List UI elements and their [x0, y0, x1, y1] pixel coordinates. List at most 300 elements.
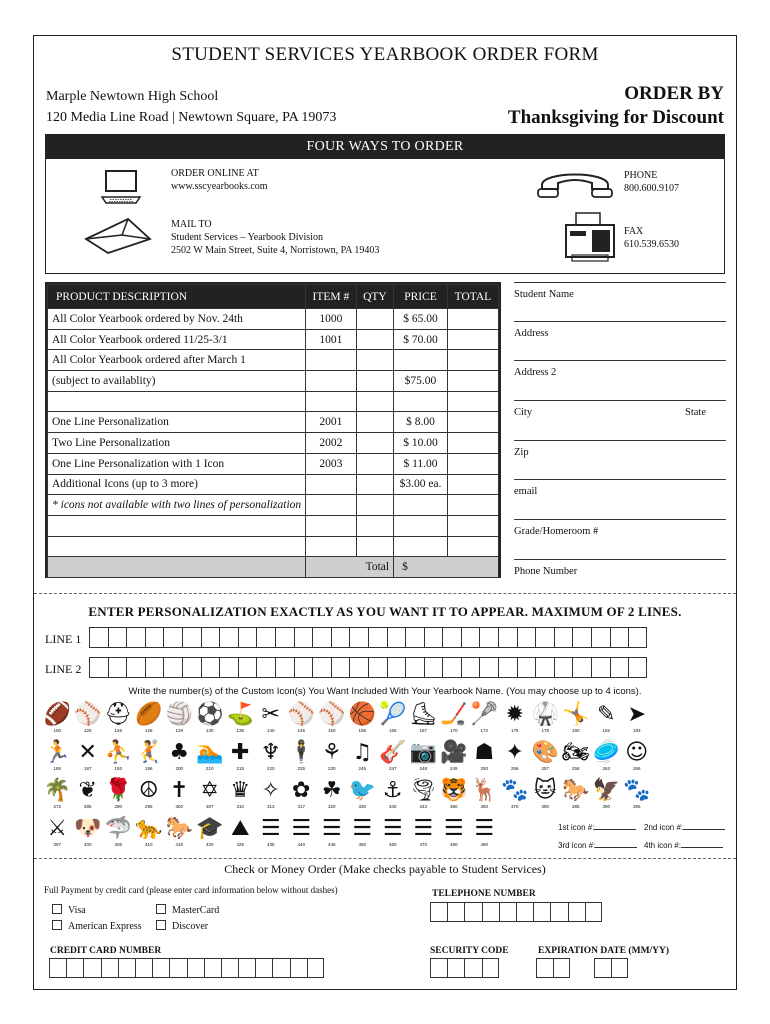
letter-box[interactable]	[349, 627, 368, 648]
custom-icon-option[interactable]	[42, 702, 73, 740]
custom-icon-option[interactable]	[164, 702, 195, 740]
custom-icon-option[interactable]	[439, 816, 470, 854]
letter-box[interactable]	[368, 627, 387, 648]
letter-box[interactable]	[442, 627, 461, 648]
custom-icon: 🏈	[43, 702, 71, 727]
digit-box[interactable]	[307, 958, 324, 978]
security-code-input[interactable]	[430, 958, 499, 978]
custom-icon-option[interactable]	[622, 778, 653, 816]
custom-icon-option[interactable]	[469, 778, 500, 816]
product-qty[interactable]	[356, 309, 393, 330]
product-qty[interactable]	[356, 329, 393, 350]
letter-box[interactable]	[331, 627, 350, 648]
custom-icon-option[interactable]	[500, 740, 531, 778]
custom-icon: ⛳	[226, 702, 254, 727]
product-price: $75.00	[394, 371, 448, 392]
line1-input[interactable]	[89, 627, 647, 648]
custom-icon-option[interactable]	[347, 816, 378, 854]
letter-box[interactable]	[517, 657, 536, 678]
icon-number: 172	[480, 728, 488, 733]
letter-box[interactable]	[610, 657, 629, 678]
custom-icon-option[interactable]	[103, 816, 134, 854]
custom-icon-option[interactable]	[591, 702, 622, 740]
custom-icon: ✡	[200, 778, 219, 803]
letter-box[interactable]	[219, 657, 238, 678]
product-total[interactable]	[447, 371, 498, 392]
letter-box[interactable]	[201, 657, 220, 678]
digit-box[interactable]	[238, 958, 255, 978]
order-by-line1: ORDER BY	[624, 83, 724, 104]
digit-box[interactable]	[594, 958, 611, 978]
custom-icon-option[interactable]	[439, 740, 470, 778]
letter-box[interactable]	[628, 627, 647, 648]
icon-number: 410	[144, 842, 153, 847]
product-row	[48, 495, 499, 516]
total-currency[interactable]: $	[394, 557, 499, 578]
product-qty[interactable]	[356, 371, 393, 392]
custom-icon-option[interactable]	[561, 740, 592, 778]
custom-icon-option[interactable]	[42, 740, 73, 778]
letter-box[interactable]	[498, 657, 517, 678]
letter-box[interactable]	[145, 627, 164, 648]
custom-icon-option[interactable]	[73, 740, 104, 778]
custom-icon-option[interactable]	[42, 816, 73, 854]
custom-icon-option[interactable]	[195, 778, 226, 816]
icon-number: 100	[53, 728, 61, 733]
product-total[interactable]	[447, 433, 498, 454]
custom-icon-option[interactable]	[439, 778, 470, 816]
digit-box[interactable]	[135, 958, 152, 978]
digit-box[interactable]	[482, 902, 499, 922]
digit-box[interactable]	[66, 958, 83, 978]
digit-box[interactable]	[272, 958, 289, 978]
custom-icon-option[interactable]	[317, 740, 348, 778]
letter-box[interactable]	[554, 657, 573, 678]
custom-icon-option[interactable]	[195, 816, 226, 854]
product-row	[48, 329, 499, 350]
letter-box[interactable]	[572, 627, 591, 648]
custom-icon-option[interactable]	[622, 740, 653, 778]
icon-number: 450	[358, 842, 366, 847]
custom-icon-option[interactable]	[317, 702, 348, 740]
custom-icon-option[interactable]	[256, 816, 287, 854]
icon-number: 187	[83, 766, 92, 771]
product-row	[48, 309, 499, 330]
custom-icon-option[interactable]	[378, 778, 409, 816]
custom-icon-option[interactable]	[408, 740, 439, 778]
product-total[interactable]	[447, 329, 498, 350]
letter-box[interactable]	[387, 657, 406, 678]
digit-box[interactable]	[464, 902, 481, 922]
letter-box[interactable]	[368, 657, 387, 678]
digit-box[interactable]	[568, 902, 585, 922]
letter-box[interactable]	[610, 627, 629, 648]
letter-box[interactable]	[145, 657, 164, 678]
product-description	[48, 515, 306, 536]
product-qty[interactable]	[356, 391, 393, 412]
custom-icon: ☰	[474, 816, 495, 841]
icon-number: 183	[632, 728, 641, 733]
custom-icon-option[interactable]	[286, 702, 317, 740]
letter-box[interactable]	[238, 657, 257, 678]
custom-icon-option[interactable]	[469, 816, 500, 854]
digit-box[interactable]	[533, 902, 550, 922]
letter-box[interactable]	[535, 627, 554, 648]
custom-icon-option[interactable]	[530, 702, 561, 740]
letter-box[interactable]	[108, 657, 127, 678]
four-ways-header: FOUR WAYS TO ORDER	[46, 135, 724, 159]
icon-number: 165	[388, 728, 397, 733]
custom-icon-option[interactable]	[317, 778, 348, 816]
custom-icon-option[interactable]	[500, 778, 531, 816]
telephone-input[interactable]	[430, 902, 602, 922]
custom-icon-option[interactable]	[225, 702, 256, 740]
digit-box[interactable]	[204, 958, 221, 978]
custom-icon-option[interactable]	[164, 778, 195, 816]
letter-box[interactable]	[256, 627, 275, 648]
product-total[interactable]	[447, 412, 498, 433]
icon-number: 256	[510, 766, 519, 771]
digit-box[interactable]	[585, 902, 602, 922]
icon-choice-3[interactable]	[558, 840, 637, 850]
school-name: Marple Newtown High School	[46, 89, 219, 104]
letter-box[interactable]	[591, 627, 610, 648]
letter-box[interactable]	[461, 627, 480, 648]
product-qty[interactable]	[356, 495, 393, 516]
custom-icon-option[interactable]	[347, 702, 378, 740]
custom-icon-option[interactable]	[134, 816, 165, 854]
icon-number: 420	[205, 842, 214, 847]
product-total[interactable]	[447, 391, 498, 412]
product-total[interactable]	[447, 474, 498, 495]
student-name-field[interactable]	[514, 282, 726, 322]
discover-option[interactable]	[156, 920, 208, 932]
digit-box[interactable]	[255, 958, 272, 978]
city-state-field[interactable]	[514, 401, 726, 441]
letter-box[interactable]	[163, 657, 182, 678]
order-by-notice	[508, 82, 724, 130]
amex-checkbox[interactable]	[52, 920, 62, 930]
custom-icon-option[interactable]	[439, 702, 470, 740]
digit-box[interactable]	[516, 902, 533, 922]
product-item-number: 2002	[306, 433, 357, 454]
letter-box[interactable]	[126, 657, 145, 678]
letter-box[interactable]	[126, 627, 145, 648]
letter-box[interactable]	[424, 657, 443, 678]
digit-box[interactable]	[221, 958, 238, 978]
custom-icon-option[interactable]	[225, 740, 256, 778]
product-qty[interactable]	[356, 515, 393, 536]
mail-line1: Student Services – Yearbook Division	[171, 232, 323, 243]
product-qty[interactable]	[356, 474, 393, 495]
custom-icon-option[interactable]	[317, 816, 348, 854]
digit-box[interactable]	[169, 958, 186, 978]
custom-icon-option[interactable]	[164, 816, 195, 854]
custom-icon: 🐾	[501, 778, 529, 803]
letter-box[interactable]	[275, 627, 294, 648]
letter-box[interactable]	[219, 627, 238, 648]
letter-box[interactable]	[349, 657, 368, 678]
custom-icon: 🐦	[348, 778, 376, 803]
custom-icon-option[interactable]	[286, 816, 317, 854]
school-info	[46, 86, 336, 128]
digit-box[interactable]	[187, 958, 204, 978]
custom-icon-option[interactable]	[103, 778, 134, 816]
product-total[interactable]	[447, 309, 498, 330]
digit-box[interactable]	[536, 958, 553, 978]
zip-field[interactable]	[514, 441, 726, 481]
custom-icon-option[interactable]	[195, 740, 226, 778]
letter-box[interactable]	[331, 657, 350, 678]
letter-box[interactable]	[201, 627, 220, 648]
visa-option[interactable]	[52, 904, 86, 916]
discover-checkbox[interactable]	[156, 920, 166, 930]
digit-box[interactable]	[553, 958, 570, 978]
email-field[interactable]	[514, 480, 726, 520]
custom-icon-option[interactable]	[195, 702, 226, 740]
icon-number: 180	[571, 728, 580, 733]
product-row	[48, 453, 499, 474]
custom-icon: 🕴	[287, 740, 315, 765]
product-item-number	[306, 536, 357, 557]
phone-number: 800.600.9107	[624, 183, 679, 194]
custom-icon-option[interactable]	[73, 778, 104, 816]
letter-box[interactable]	[461, 657, 480, 678]
letter-box[interactable]	[275, 657, 294, 678]
product-qty[interactable]	[356, 453, 393, 474]
digit-box[interactable]	[499, 902, 516, 922]
letter-box[interactable]	[238, 627, 257, 648]
letter-box[interactable]	[405, 627, 424, 648]
custom-icon: 🏃	[43, 740, 71, 765]
product-qty[interactable]	[356, 536, 393, 557]
letter-box[interactable]	[498, 627, 517, 648]
icon-number: 185	[53, 766, 61, 771]
icon-number: 272	[53, 804, 61, 809]
product-total[interactable]	[447, 536, 498, 557]
custom-icon-option[interactable]	[408, 816, 439, 854]
letter-box[interactable]	[424, 627, 443, 648]
letter-box[interactable]	[294, 627, 313, 648]
online-url[interactable]: www.sscyearbooks.com	[171, 181, 268, 192]
custom-icon-option[interactable]	[591, 778, 622, 816]
icon-number: 390	[602, 804, 610, 809]
custom-icon-option[interactable]	[500, 702, 531, 740]
custom-icon-option[interactable]	[164, 740, 195, 778]
custom-icon: 🐎	[562, 778, 590, 803]
digit-box[interactable]	[49, 958, 66, 978]
letter-box[interactable]	[554, 627, 573, 648]
first-icon-label: 1st icon #:	[558, 823, 595, 832]
digit-box[interactable]	[152, 958, 169, 978]
icon-number: 295	[144, 804, 153, 809]
letter-box[interactable]	[405, 657, 424, 678]
letter-box[interactable]	[312, 657, 331, 678]
digit-box[interactable]	[430, 958, 447, 978]
custom-icon: 📷	[409, 740, 437, 765]
letter-box[interactable]	[517, 627, 536, 648]
letter-box[interactable]	[89, 627, 108, 648]
letter-box[interactable]	[89, 657, 108, 678]
product-qty[interactable]	[356, 433, 393, 454]
custom-icon: 🥋	[531, 702, 559, 727]
custom-icon-option[interactable]	[225, 778, 256, 816]
letter-box[interactable]	[256, 657, 275, 678]
amex-option[interactable]	[52, 920, 142, 932]
custom-icon-option[interactable]	[378, 816, 409, 854]
letter-box[interactable]	[294, 657, 313, 678]
icon-choice-2[interactable]	[644, 822, 725, 832]
custom-icon-option[interactable]	[256, 740, 287, 778]
product-total[interactable]	[447, 495, 498, 516]
custom-icon: 🌪	[409, 778, 438, 803]
custom-icon: ⚾	[318, 702, 346, 727]
custom-icon-option[interactable]	[591, 740, 622, 778]
product-total[interactable]	[447, 453, 498, 474]
custom-icon-option[interactable]	[286, 778, 317, 816]
icon-number: 230	[327, 766, 336, 771]
custom-icon: 🏐	[165, 702, 193, 727]
letter-box[interactable]	[182, 627, 201, 648]
product-price	[394, 391, 448, 412]
custom-icon-option[interactable]	[134, 702, 165, 740]
letter-box[interactable]	[387, 627, 406, 648]
custom-icon-option[interactable]	[561, 778, 592, 816]
letter-box[interactable]	[182, 657, 201, 678]
custom-icon-option[interactable]	[347, 740, 378, 778]
product-description	[48, 391, 306, 412]
visa-checkbox[interactable]	[52, 904, 62, 914]
mastercard-label: MasterCard	[172, 905, 220, 916]
custom-icon-option[interactable]	[103, 740, 134, 778]
custom-icon-option[interactable]	[561, 702, 592, 740]
address-field[interactable]	[514, 322, 726, 362]
digit-box[interactable]	[290, 958, 307, 978]
custom-icon-option[interactable]	[103, 702, 134, 740]
grade-field[interactable]	[514, 520, 726, 560]
icon-number: 313	[266, 804, 275, 809]
product-total[interactable]	[447, 350, 498, 371]
custom-icon-option[interactable]	[408, 778, 439, 816]
digit-box[interactable]	[118, 958, 135, 978]
letter-box[interactable]	[442, 657, 461, 678]
digit-box[interactable]	[464, 958, 481, 978]
custom-icon-option[interactable]	[256, 702, 287, 740]
custom-icon-option[interactable]	[469, 702, 500, 740]
digit-box[interactable]	[430, 902, 447, 922]
icon-choice-4[interactable]	[644, 840, 723, 850]
digit-box[interactable]	[611, 958, 628, 978]
letter-box[interactable]	[628, 657, 647, 678]
custom-icon-option[interactable]	[73, 816, 104, 854]
product-description: One Line Personalization	[48, 412, 306, 433]
icon-choice-1[interactable]	[558, 822, 636, 832]
expiration-month-input[interactable]	[536, 958, 570, 978]
custom-icon: ⚓	[382, 778, 403, 803]
custom-icon-option[interactable]	[378, 702, 409, 740]
computer-icon	[100, 169, 146, 205]
second-icon-label: 2nd icon #:	[644, 823, 684, 832]
letter-box[interactable]	[479, 657, 498, 678]
line2-input[interactable]	[89, 657, 647, 678]
icon-number: 200	[175, 766, 183, 771]
icon-number: 370	[510, 804, 519, 809]
address2-label: Address 2	[514, 367, 557, 379]
fax-info	[624, 225, 679, 251]
letter-box[interactable]	[108, 627, 127, 648]
icon-number: 220	[266, 766, 275, 771]
digit-box[interactable]	[83, 958, 100, 978]
custom-icon-option[interactable]	[225, 816, 256, 854]
mastercard-checkbox[interactable]	[156, 904, 166, 914]
product-qty[interactable]	[356, 412, 393, 433]
custom-icon-option[interactable]	[73, 702, 104, 740]
icon-number: 405	[114, 842, 122, 847]
icon-number: 397	[53, 842, 61, 847]
digit-box[interactable]	[447, 958, 464, 978]
custom-icon-option[interactable]	[408, 702, 439, 740]
custom-icon-option[interactable]	[256, 778, 287, 816]
icon-number: 440	[297, 842, 305, 847]
digit-box[interactable]	[447, 902, 464, 922]
custom-icon-option[interactable]	[622, 702, 653, 740]
digit-box[interactable]	[482, 958, 499, 978]
letter-box[interactable]	[535, 657, 554, 678]
product-item-number: 2003	[306, 453, 357, 474]
letter-box[interactable]	[312, 627, 331, 648]
custom-icon-option[interactable]	[469, 740, 500, 778]
custom-icon-option[interactable]	[42, 778, 73, 816]
letter-box[interactable]	[163, 627, 182, 648]
product-total[interactable]	[447, 515, 498, 536]
letter-box[interactable]	[591, 657, 610, 678]
custom-icon-option[interactable]	[134, 778, 165, 816]
custom-icon: ⛑	[104, 702, 133, 727]
custom-icon-option[interactable]	[134, 740, 165, 778]
custom-icon-option[interactable]	[286, 740, 317, 778]
icon-number: 210	[205, 766, 214, 771]
phone-info	[624, 169, 679, 195]
custom-icon: ☰	[321, 816, 342, 841]
third-icon-label: 3rd icon #:	[558, 841, 596, 850]
product-qty[interactable]	[356, 350, 393, 371]
digit-box[interactable]	[101, 958, 118, 978]
custom-icon: ❦	[78, 778, 97, 803]
custom-icon: ♆	[260, 740, 281, 765]
icon-number: 258	[571, 766, 580, 771]
full-payment-note: Full Payment by credit card (please enter card information below without dashes)	[44, 885, 338, 895]
student-name-label: Student Name	[514, 289, 574, 300]
digit-box[interactable]	[550, 902, 567, 922]
letter-box[interactable]	[479, 627, 498, 648]
icon-number: 170	[449, 728, 458, 733]
mastercard-option[interactable]	[156, 904, 219, 916]
credit-card-input[interactable]	[49, 958, 324, 978]
expiration-year-input[interactable]	[594, 958, 628, 978]
letter-box[interactable]	[572, 657, 591, 678]
product-price: $3.00 ea.	[394, 474, 448, 495]
custom-icon-option[interactable]	[347, 778, 378, 816]
custom-icon-option[interactable]	[530, 778, 561, 816]
custom-icon: ☰	[413, 816, 434, 841]
custom-icon-option[interactable]	[378, 740, 409, 778]
product-row	[48, 412, 499, 433]
custom-icon-option[interactable]	[530, 740, 561, 778]
custom-icon: 🐆	[135, 816, 163, 841]
address2-field[interactable]	[514, 361, 726, 401]
product-description: One Line Personalization with 1 Icon	[48, 453, 306, 474]
custom-icon: 🎸	[379, 740, 407, 765]
